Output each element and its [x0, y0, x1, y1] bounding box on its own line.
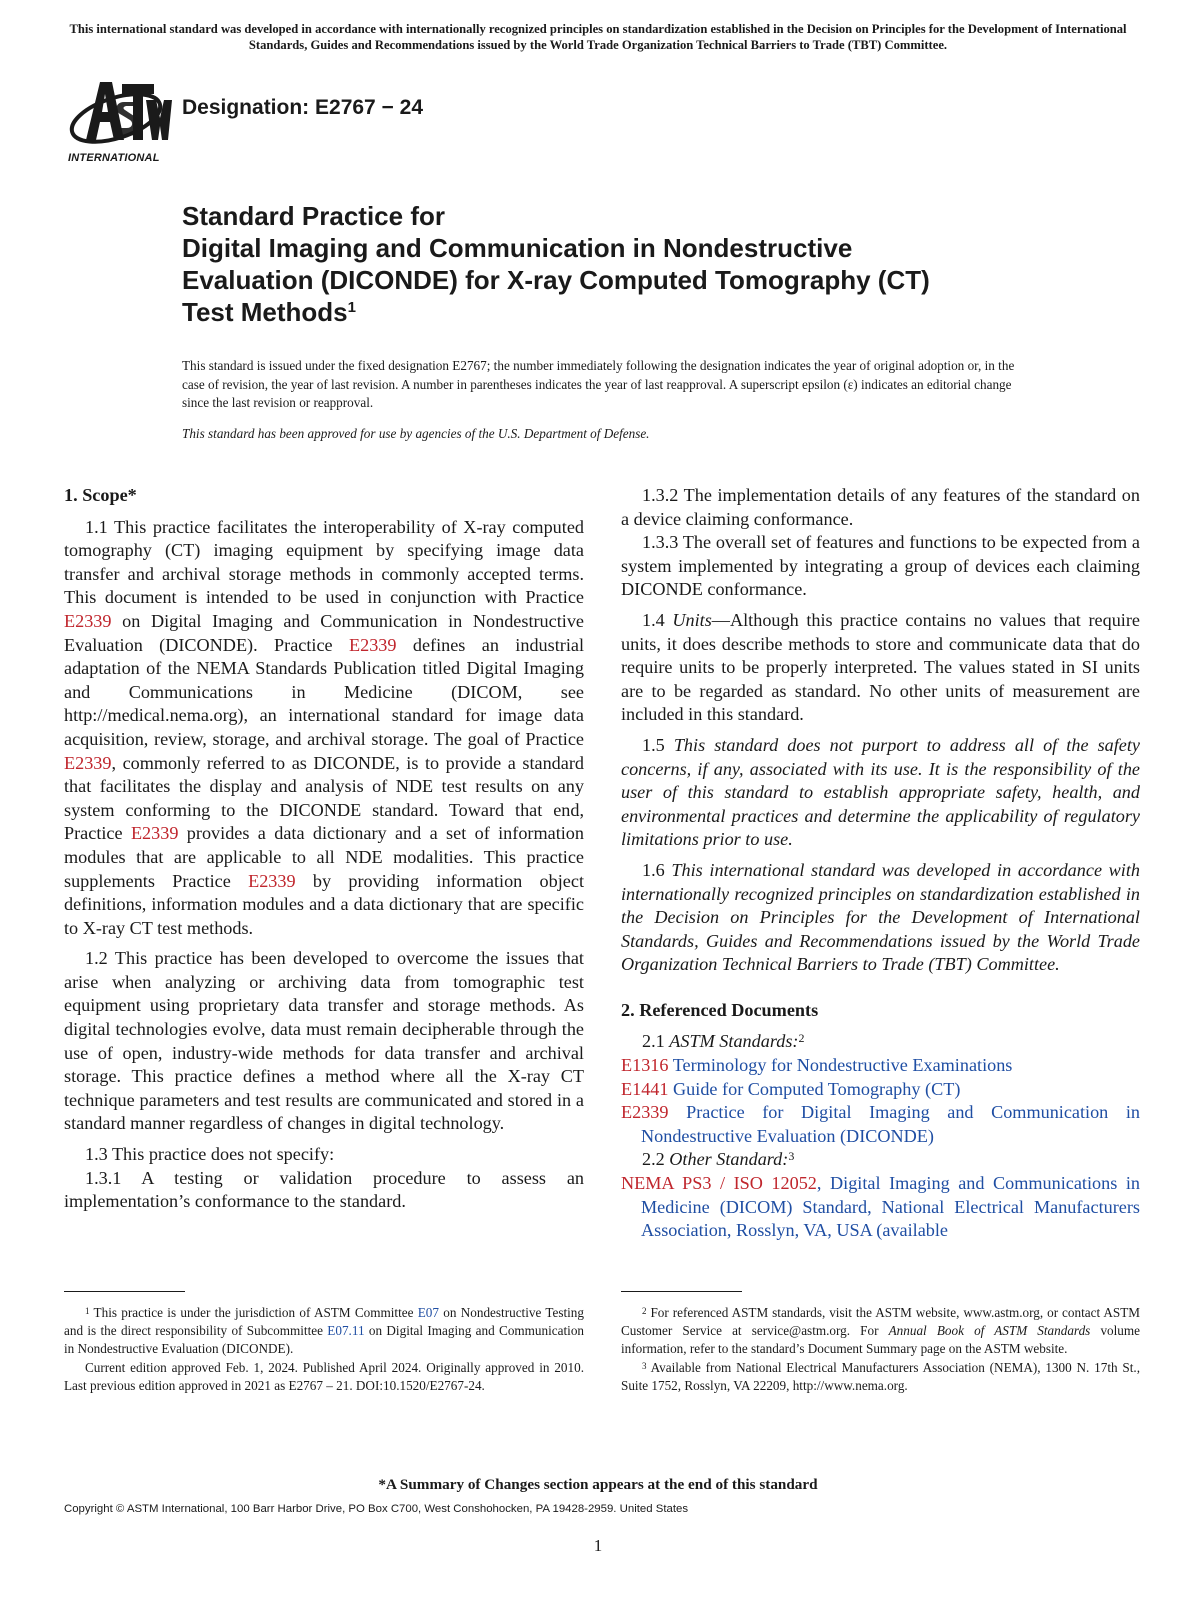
- paragraph-2-2: 2.2 Other Standard:$^3$: [642, 1149, 795, 1170]
- reference-item[interactable]: E1441 Guide for Computed Tomography (CT): [621, 1078, 961, 1099]
- footnotes-left: [64, 1304, 584, 1395]
- designation: Designation: E2767 − 24: [182, 96, 424, 119]
- paragraph-1-3-2: 1.3.2 The implementation details of any features of the standard on a device claiming conformance.: [621, 485, 1140, 529]
- paragraph-1-5: 1.5 This standard does not purport to address all of the safety concerns, if any, associated with its use. It is the responsibility of the user of this standard to establish appropriate safety, health, and environmental practices and determine the applicability of regulatory limitations prior to use.: [621, 734, 1141, 850]
- reference-item[interactable]: E2339 Practice for Digital Imaging and Communication in Nondestructive Evaluation (DICONDE): [621, 1102, 1140, 1146]
- paragraph-1-3-3: 1.3.3 The overall set of features and functions to be expected from a system implemented by integrating a group of devices each claiming DICONDE conformance.: [621, 532, 1140, 600]
- paragraph-1-2: 1.2 This practice has been developed to overcome the issues that arise when analyzing or archiving data from tomographic test equipment using proprietary data transfer and storage methods. As digital technologies evolve, data must remain decipherable through the use of open, industry-wide methods for data transfer and archival storage. This practice defines a method where all the X-ray CT technique parameters and test results are communicated and stored in a standard manner regardless of changes in digital technology.: [64, 948, 584, 1134]
- footnote-1-edition: Current edition approved Feb. 1, 2024. Published April 2024. Originally approved in 2010. Last previous edition approved in 2021 as E2767 – 21. DOI:10.1520/E2767-24.: [64, 1359, 584, 1393]
- paragraph-2-1: 2.1 ASTM Standards:$^2$: [642, 1031, 805, 1052]
- link-e2339[interactable]: E2339: [348, 634, 397, 655]
- reference-item[interactable]: NEMA PS3 / ISO 12052, Digital Imaging and Communications in Medicine (DICOM) Standard, National Electrical Manufacturers Association, Rosslyn, VA, USA (available: [621, 1173, 1141, 1241]
- link-e2339[interactable]: E2339: [64, 610, 112, 631]
- link-e2339[interactable]: E2339: [248, 870, 296, 891]
- paragraph-1-6: 1.6 This international standard was developed in accordance with internationally recognized principles on standardization established in the Decision on Principles for the Development of International Standards, Guides and Recommendations issued by the World Trade Organization Technical Barriers to Trade (TBT) Committee.: [621, 859, 1141, 975]
- right-column: [621, 484, 1140, 1243]
- summary-of-changes-note: *A Summary of Changes section appears at the end of this standard: [378, 1476, 818, 1493]
- referenced-documents-list: [621, 1030, 1140, 1242]
- referenced-documents-heading: 2. Referenced Documents: [621, 999, 819, 1020]
- copyright: Copyright © ASTM International, 100 Barr Harbor Drive, PO Box C700, West Conshohocken, PA 19428-2959. United States: [64, 1503, 689, 1515]
- footnote-divider: [621, 1291, 742, 1292]
- astm-logo-wordmark: INTERNATIONAL: [68, 152, 160, 164]
- title-footnote-mark: 1: [347, 299, 356, 316]
- footnote-3: $^3$ Available from National Electrical Manufacturers Association (NEMA), 1300 N. 17th St., Suite 1752, Rosslyn, VA 22209, http://www.nema.org.: [621, 1359, 1140, 1393]
- issue-note: This standard is issued under the fixed designation E2767; the number immediately following the designation indicates the year of original adoption or, in the case of revision, the year of last revision. A number in parentheses indicates the year of last reapproval. A superscript epsilon (ε) indicates an editorial change since the last revision or reapproval.: [182, 358, 1015, 410]
- paragraph-1-1: 1.1 This practice facilitates the interoperability of X-ray computed tomography (CT) imaging equipment by specifying image data transfer and archival storage methods in commonly accepted terms. This document is intended to be used in conjunction with Practice E2339 on Digital Imaging and Communication in Nondestructive Evaluation (DICONDE). Practice E2339 defines an industrial adaptation of the NEMA Standards Publication titled Digital Imaging and Communications in Medicine (DICOM, see http://medical.nema.org), an international standard for image data acquisition, review, storage, and archival storage. The goal of Practice E2339, commonly referred to as DICONDE, is to provide a standard that facilitates the display and analysis of NDE test results on any system conforming to the DICONDE standard. Toward that end, Practice E2339 provides a data dictionary and a set of information modules that are applicable to all NDE modalities. This practice supplements Practice E2339 by providing information object definitions, information modules and a data dictionary that are specific to X-ray CT test methods.: [64, 516, 584, 938]
- page-number: 1: [593, 1536, 603, 1555]
- footnote-2: $^2$ For referenced ASTM standards, visit the ASTM website, www.astm.org, or contact ASTM Customer Service at service@astm.org. For Annual Book of ASTM Standards volume information, refer to the standard’s Document Summary page on the ASTM website.: [621, 1305, 1140, 1357]
- wto-principles-note: This international standard was developed in accordance with internationally recognized principles on standardization established in the Decision on Principles for the Development of International Standards, Guides and Recommendations issued by the World Trade Organization Technical Barriers to Trade (TBT) Committee.: [69, 22, 1127, 52]
- footnote-divider: [64, 1291, 185, 1292]
- title-line-4: Test Methods$^1$: [182, 297, 356, 327]
- paragraph-1-3: 1.3 This practice does not specify:: [85, 1144, 335, 1165]
- scope-heading: 1. Scope*: [64, 485, 137, 505]
- link-e2339[interactable]: E2339: [64, 752, 112, 773]
- link-e07-11[interactable]: E07.11: [327, 1323, 365, 1339]
- dod-approval-note: This standard has been approved for use by agencies of the U.S. Department of Defense.: [182, 426, 650, 441]
- document-title: [182, 200, 1082, 328]
- footnotes-right: [621, 1304, 1140, 1395]
- reference-item[interactable]: E1316 Terminology for Nondestructive Examinations: [621, 1055, 1013, 1076]
- title-line-2: Digital Imaging and Communication in Nondestructive: [182, 233, 853, 263]
- left-column: [64, 484, 584, 1221]
- link-e2339[interactable]: E2339: [130, 823, 179, 844]
- paragraph-1-3-1: 1.3.1 A testing or validation procedure to assess an implementation’s conformance to the standard.: [64, 1167, 584, 1212]
- link-e07[interactable]: E07: [417, 1305, 439, 1320]
- paragraph-1-4: 1.4 Units—Although this practice contains no values that require units, it does describe methods to store and communicate data that do require units to be properly interpreted. The values stated in SI units are to be regarded as standard. No other units of measurement are included in this standard.: [621, 609, 1140, 725]
- title-line-3: Evaluation (DICONDE) for X-ray Computed Tomography (CT): [182, 265, 930, 295]
- title-line-1: Standard Practice for: [182, 201, 445, 231]
- footnote-1: $^1$ This practice is under the jurisdiction of ASTM Committee E07 on Nondestructive Testing and is the direct responsibility of Subcommittee E07.11 on Digital Imaging and Communication in Nondestructive Evaluation (DICONDE).: [64, 1305, 585, 1357]
